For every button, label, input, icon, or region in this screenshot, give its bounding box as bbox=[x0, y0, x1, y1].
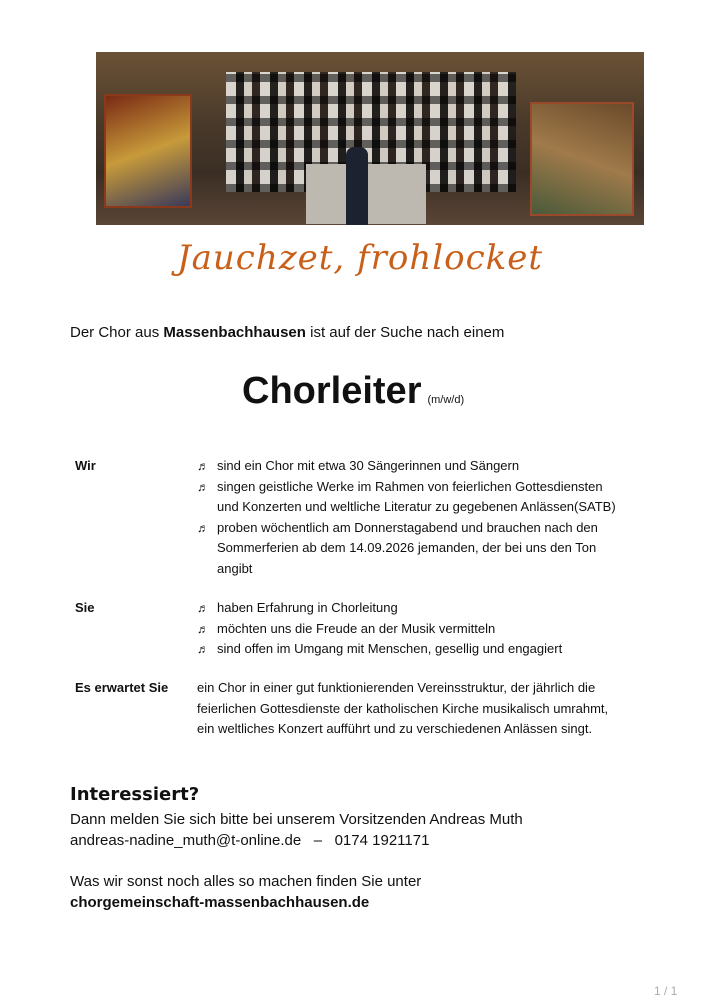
music-note-icon: ♬ bbox=[197, 520, 209, 535]
list-item bbox=[197, 518, 617, 580]
section-label: Wir bbox=[75, 458, 96, 473]
bullet-list bbox=[197, 456, 617, 579]
list-item-text: sind offen im Umgang mit Menschen, gesellig und engagiert bbox=[217, 641, 563, 656]
list-item bbox=[197, 598, 617, 619]
list-item-text: möchten uns die Freude an der Musik vermitteln bbox=[217, 620, 496, 636]
section-paragraph: ein Chor in einer gut funktionierenden Vereinsstruktur, der jährlich die feierlichen Gottesdienste der katholischen Kirche musikalisch umrahmt, ein weltliches Konzert aufführt und zu verschiedenen Anlässen singt. bbox=[197, 680, 609, 736]
contact-block bbox=[70, 809, 523, 851]
conductor bbox=[346, 147, 368, 225]
phone-number[interactable]: 0174 1921171 bbox=[334, 832, 430, 849]
choir-photo bbox=[96, 52, 644, 225]
job-title-main: Chorleiter bbox=[242, 370, 422, 412]
music-note-icon: ♬ bbox=[197, 479, 209, 494]
email-link[interactable]: andreas-nadine_muth@t-online.de bbox=[70, 832, 302, 849]
website-link[interactable]: chorgemeinschaft-massenbachhausen.de bbox=[70, 894, 370, 911]
list-item bbox=[197, 456, 617, 477]
job-title bbox=[242, 370, 464, 413]
list-item bbox=[197, 639, 617, 660]
altar-painting-right bbox=[530, 102, 634, 216]
intro-before: Der Chor aus bbox=[70, 324, 164, 341]
list-item-text: haben Erfahrung in Chorleitung bbox=[217, 600, 398, 615]
job-title-suffix: (m/w/d) bbox=[427, 394, 465, 406]
altar-painting-left bbox=[104, 94, 192, 208]
section-label: Es erwartet Sie bbox=[75, 680, 169, 695]
music-note-icon: ♬ bbox=[197, 601, 209, 615]
interest-heading: Interessiert? bbox=[70, 784, 200, 805]
list-item-text: singen geistliche Werke im Rahmen von feierlichen Gottesdiensten und Konzerten und weltliche Literatur zu gegebenen Anlässen(SATB) bbox=[217, 478, 616, 514]
list-item-text: sind ein Chor mit etwa 30 Sängerinnen und Sängern bbox=[217, 458, 520, 473]
bullet-list bbox=[197, 598, 617, 660]
intro-town: Massenbachhausen bbox=[163, 324, 306, 341]
contact-details bbox=[70, 830, 523, 851]
intro-after: ist auf der Suche nach einem bbox=[305, 324, 505, 341]
list-item bbox=[197, 619, 617, 640]
music-note-icon: ♬ bbox=[197, 642, 209, 656]
intro-text bbox=[70, 324, 504, 341]
list-item-text: proben wöchentlich am Donnerstagabend und brauchen nach den Sommerferien ab dem 14.09.2026 jemanden, der bei uns den Ton angibt bbox=[217, 519, 598, 576]
page-indicator: 1 / 1 bbox=[654, 984, 678, 998]
separator: – bbox=[313, 832, 323, 849]
music-note-icon: ♬ bbox=[197, 621, 209, 636]
more-info-line: Was wir sonst noch alles so machen finden Sie unter bbox=[70, 873, 422, 890]
music-note-icon: ♬ bbox=[197, 459, 209, 473]
section-label: Sie bbox=[75, 600, 95, 615]
more-info bbox=[70, 871, 421, 913]
list-item bbox=[197, 477, 617, 518]
page-title: Jauchzet, frohlocket bbox=[176, 238, 544, 278]
contact-line: Dann melden Sie sich bitte bei unserem Vorsitzenden Andreas Muth bbox=[70, 811, 523, 828]
